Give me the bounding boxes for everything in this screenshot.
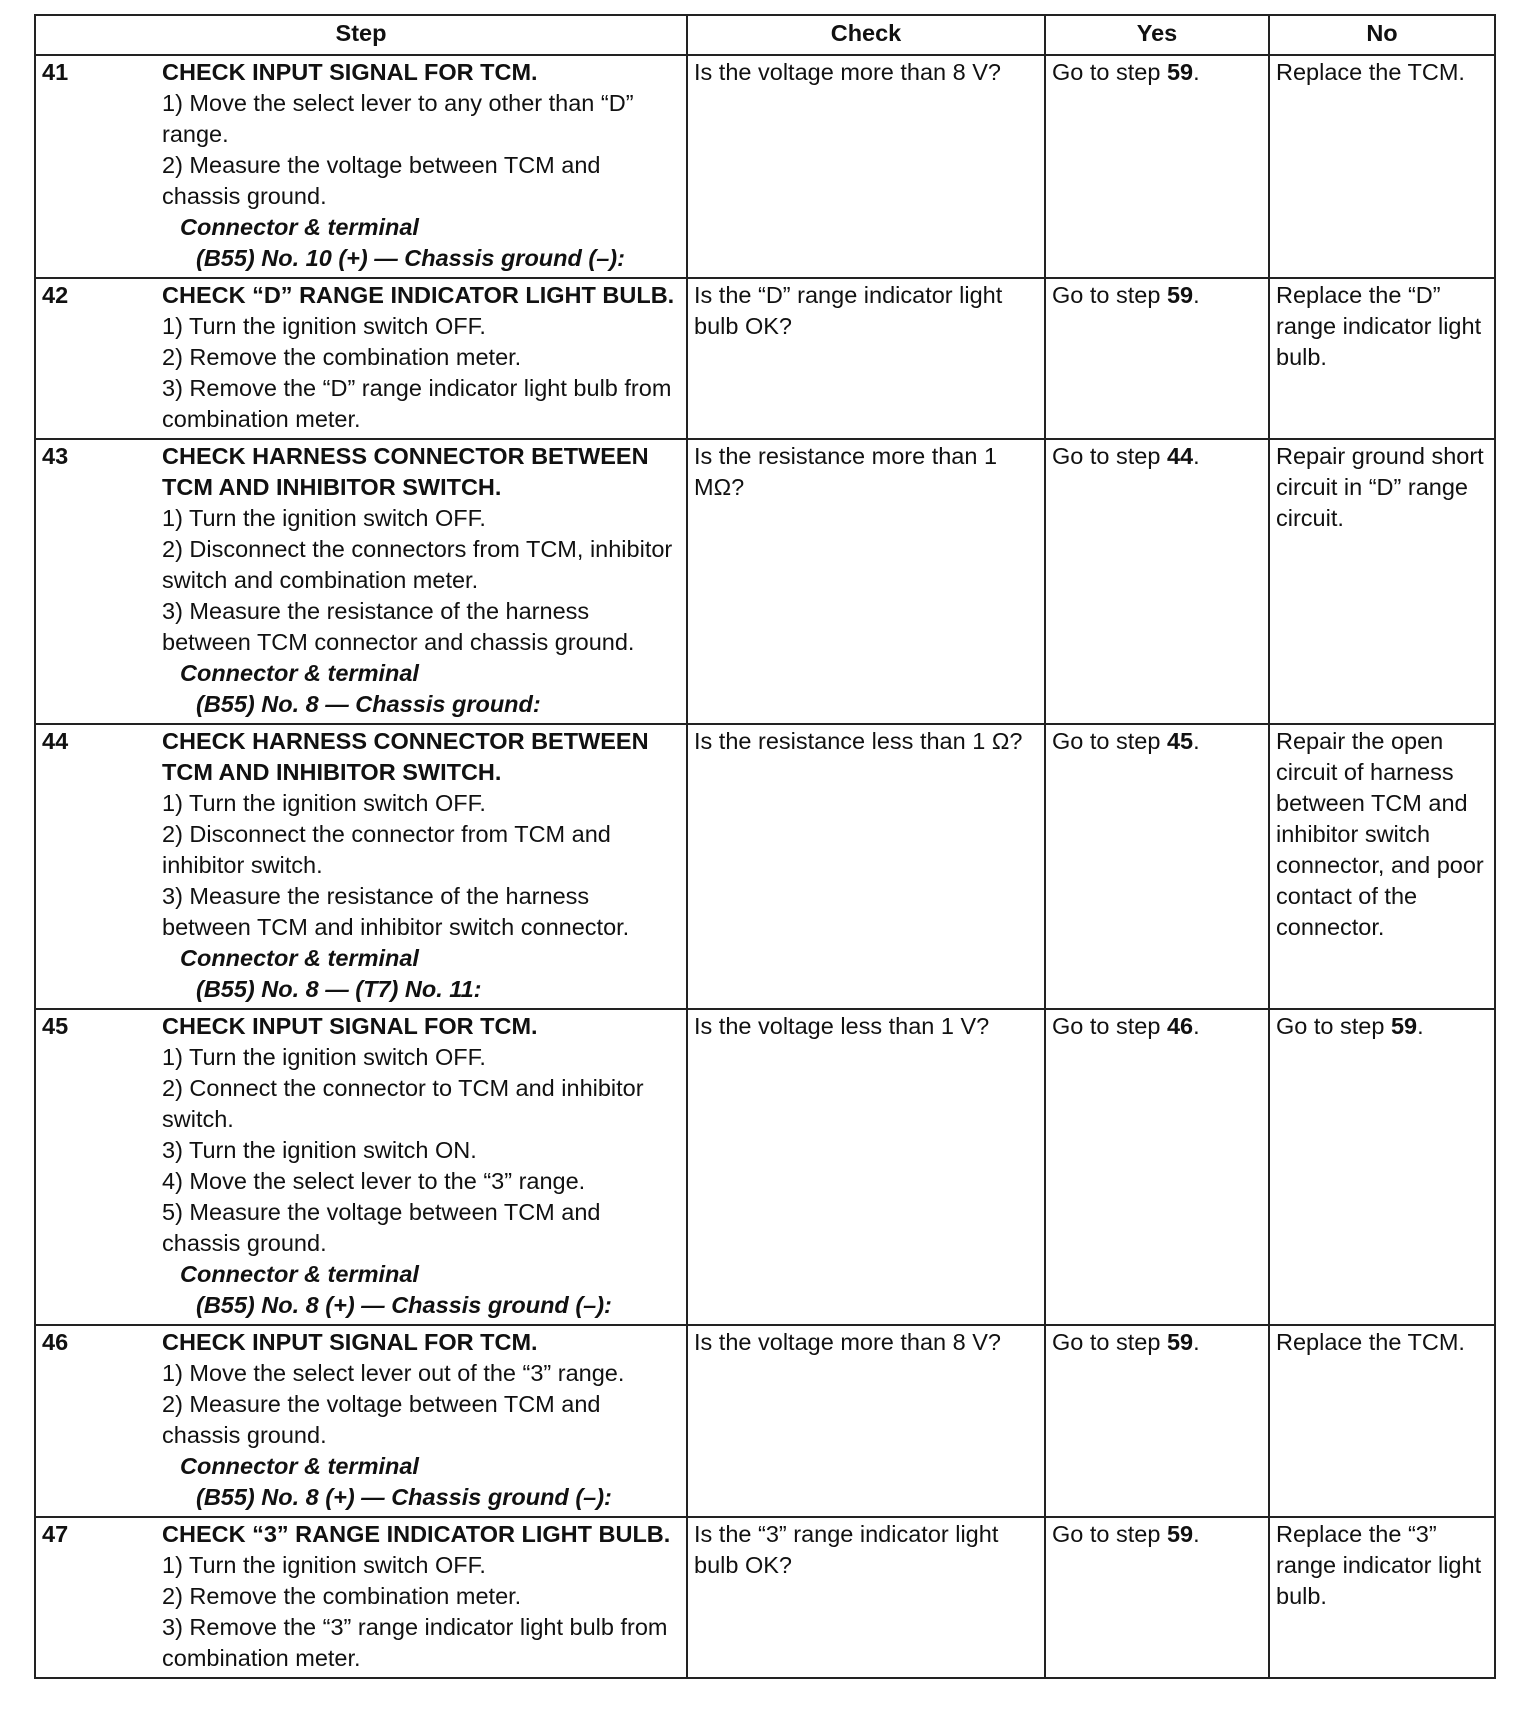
yes-text: Go to step: [1052, 59, 1167, 85]
yes-suffix: .: [1193, 282, 1200, 308]
no-text: Repair ground short circuit in “D” range circuit.: [1276, 443, 1484, 531]
step-title: CHECK “D” RANGE INDICATOR LIGHT BULB.: [162, 282, 675, 308]
step-title: CHECK INPUT SIGNAL FOR TCM.: [162, 1329, 538, 1355]
no-step-number: 59: [1390, 1013, 1418, 1039]
step-cell: [35, 439, 687, 724]
instruction-item: 1) Move the select lever to any other than “D” range.: [162, 90, 634, 147]
step-instructions: [162, 88, 680, 212]
yes-text: Go to step: [1052, 282, 1167, 308]
table-row: [35, 1009, 1495, 1325]
instruction-item: 1) Turn the ignition switch OFF.: [162, 505, 486, 531]
no-cell: [1269, 1325, 1495, 1517]
step-body: [162, 57, 680, 274]
yes-text: Go to step: [1052, 443, 1167, 469]
step-cell: [35, 278, 687, 439]
no-text: Replace the TCM.: [1276, 1329, 1465, 1355]
step-title: CHECK HARNESS CONNECTOR BETWEEN TCM AND INHIBITOR SWITCH.: [162, 728, 649, 785]
no-cell: [1269, 55, 1495, 278]
instruction-item: 1) Turn the ignition switch OFF.: [162, 1552, 486, 1578]
step-instructions: [162, 788, 680, 943]
instruction-item: 2) Measure the voltage between TCM and chassis ground.: [162, 1391, 601, 1448]
step-number: 45: [42, 1013, 69, 1039]
diagnostic-page: [34, 14, 1494, 1679]
step-number: 46: [42, 1329, 69, 1355]
check-cell: Is the resistance less than 1 Ω?: [687, 724, 1045, 1009]
yes-cell: [1045, 724, 1269, 1009]
instruction-item: 2) Disconnect the connectors from TCM, inhibitor switch and combination meter.: [162, 536, 673, 593]
terminal-spec: (B55) No. 8 (+) — Chassis ground (–):: [196, 1484, 612, 1510]
step-title: CHECK INPUT SIGNAL FOR TCM.: [162, 59, 538, 85]
step-cell: [35, 724, 687, 1009]
instruction-item: 5) Measure the voltage between TCM and chassis ground.: [162, 1199, 601, 1256]
yes-step-number: 59: [1166, 59, 1194, 85]
yes-cell: [1045, 278, 1269, 439]
yes-text: Go to step: [1052, 1329, 1167, 1355]
yes-cell: [1045, 1009, 1269, 1325]
step-body: [162, 280, 680, 435]
instruction-item: 3) Remove the “D” range indicator light bulb from combination meter.: [162, 375, 672, 432]
step-body: [162, 726, 680, 1005]
yes-step-number: 59: [1166, 1521, 1194, 1547]
no-suffix: .: [1417, 1013, 1424, 1039]
header-check: Check: [687, 15, 1045, 55]
step-number: 47: [42, 1521, 69, 1547]
connector-label: Connector & terminal: [180, 214, 419, 240]
yes-suffix: .: [1193, 1329, 1200, 1355]
no-text: Replace the TCM.: [1276, 59, 1465, 85]
instruction-item: 1) Turn the ignition switch OFF.: [162, 313, 486, 339]
yes-cell: [1045, 439, 1269, 724]
step-title: CHECK “3” RANGE INDICATOR LIGHT BULB.: [162, 1521, 671, 1547]
instruction-item: 1) Turn the ignition switch OFF.: [162, 1044, 486, 1070]
instruction-item: 3) Turn the ignition switch ON.: [162, 1137, 477, 1163]
step-number: 41: [42, 59, 69, 85]
header-step: Step: [35, 15, 687, 55]
no-cell: [1269, 439, 1495, 724]
step-body: [162, 1011, 680, 1321]
terminal-spec: (B55) No. 8 — Chassis ground:: [196, 691, 541, 717]
step-instructions: [162, 503, 680, 658]
yes-text: Go to step: [1052, 728, 1167, 754]
diagnostic-table: [34, 14, 1496, 1679]
step-cell: [35, 55, 687, 278]
instruction-item: 3) Remove the “3” range indicator light bulb from combination meter.: [162, 1614, 668, 1671]
step-instructions: [162, 1042, 680, 1259]
instruction-item: 3) Measure the resistance of the harness between TCM connector and chassis ground.: [162, 598, 635, 655]
connector-label: Connector & terminal: [180, 1261, 419, 1287]
step-instructions: [162, 1550, 680, 1674]
yes-step-number: 45: [1166, 728, 1194, 754]
terminal-spec: (B55) No. 8 (+) — Chassis ground (–):: [196, 1292, 612, 1318]
header-row: [35, 15, 1495, 55]
instruction-item: 1) Move the select lever out of the “3” range.: [162, 1360, 625, 1386]
yes-text: Go to step: [1052, 1521, 1167, 1547]
yes-step-number: 59: [1166, 282, 1194, 308]
instruction-item: 4) Move the select lever to the “3” range.: [162, 1168, 586, 1194]
instruction-item: 2) Remove the combination meter.: [162, 344, 522, 370]
table-row: [35, 278, 1495, 439]
table-row: [35, 1517, 1495, 1678]
step-body: [162, 441, 680, 720]
yes-step-number: 44: [1166, 443, 1194, 469]
yes-text: Go to step: [1052, 1013, 1167, 1039]
check-cell: Is the voltage more than 8 V?: [687, 1325, 1045, 1517]
step-instructions: [162, 311, 680, 435]
no-cell: [1269, 1009, 1495, 1325]
step-cell: [35, 1325, 687, 1517]
table-row: [35, 55, 1495, 278]
step-body: [162, 1519, 680, 1674]
table-row: [35, 724, 1495, 1009]
step-cell: [35, 1517, 687, 1678]
no-cell: [1269, 724, 1495, 1009]
header-no: No: [1269, 15, 1495, 55]
terminal-spec: (B55) No. 8 — (T7) No. 11:: [196, 976, 482, 1002]
header-yes: Yes: [1045, 15, 1269, 55]
step-number: 42: [42, 282, 69, 308]
no-cell: [1269, 278, 1495, 439]
step-cell: [35, 1009, 687, 1325]
yes-cell: [1045, 55, 1269, 278]
instruction-item: 1) Turn the ignition switch OFF.: [162, 790, 486, 816]
no-text: Replace the “D” range indicator light bulb.: [1276, 282, 1482, 370]
check-cell: Is the voltage less than 1 V?: [687, 1009, 1045, 1325]
table-body: [35, 55, 1495, 1678]
instruction-item: 3) Measure the resistance of the harness between TCM and inhibitor switch connector.: [162, 883, 630, 940]
check-cell: Is the “D” range indicator light bulb OK?: [687, 278, 1045, 439]
instruction-item: 2) Connect the connector to TCM and inhibitor switch.: [162, 1075, 644, 1132]
no-cell: [1269, 1517, 1495, 1678]
no-text: Repair the open circuit of harness between TCM and inhibitor switch connector, and poor contact of the connector.: [1276, 728, 1484, 940]
yes-cell: [1045, 1517, 1269, 1678]
step-title: CHECK INPUT SIGNAL FOR TCM.: [162, 1013, 538, 1039]
step-number: 43: [42, 443, 69, 469]
no-text: Go to step: [1276, 1013, 1391, 1039]
step-title: CHECK HARNESS CONNECTOR BETWEEN TCM AND INHIBITOR SWITCH.: [162, 443, 649, 500]
yes-step-number: 46: [1166, 1013, 1194, 1039]
step-body: [162, 1327, 680, 1513]
yes-suffix: .: [1193, 1521, 1200, 1547]
yes-suffix: .: [1193, 59, 1200, 85]
no-text: Replace the “3” range indicator light bulb.: [1276, 1521, 1482, 1609]
check-cell: Is the “3” range indicator light bulb OK?: [687, 1517, 1045, 1678]
table-row: [35, 439, 1495, 724]
check-cell: Is the resistance more than 1 MΩ?: [687, 439, 1045, 724]
yes-suffix: .: [1193, 1013, 1200, 1039]
instruction-item: 2) Remove the combination meter.: [162, 1583, 522, 1609]
step-instructions: [162, 1358, 680, 1451]
yes-suffix: .: [1193, 728, 1200, 754]
instruction-item: 2) Disconnect the connector from TCM and inhibitor switch.: [162, 821, 611, 878]
instruction-item: 2) Measure the voltage between TCM and chassis ground.: [162, 152, 601, 209]
yes-suffix: .: [1193, 443, 1200, 469]
table-row: [35, 1325, 1495, 1517]
terminal-spec: (B55) No. 10 (+) — Chassis ground (–):: [196, 245, 625, 271]
connector-label: Connector & terminal: [180, 945, 419, 971]
step-number: 44: [42, 728, 69, 754]
connector-label: Connector & terminal: [180, 660, 419, 686]
yes-step-number: 59: [1166, 1329, 1194, 1355]
yes-cell: [1045, 1325, 1269, 1517]
connector-label: Connector & terminal: [180, 1453, 419, 1479]
check-cell: Is the voltage more than 8 V?: [687, 55, 1045, 278]
